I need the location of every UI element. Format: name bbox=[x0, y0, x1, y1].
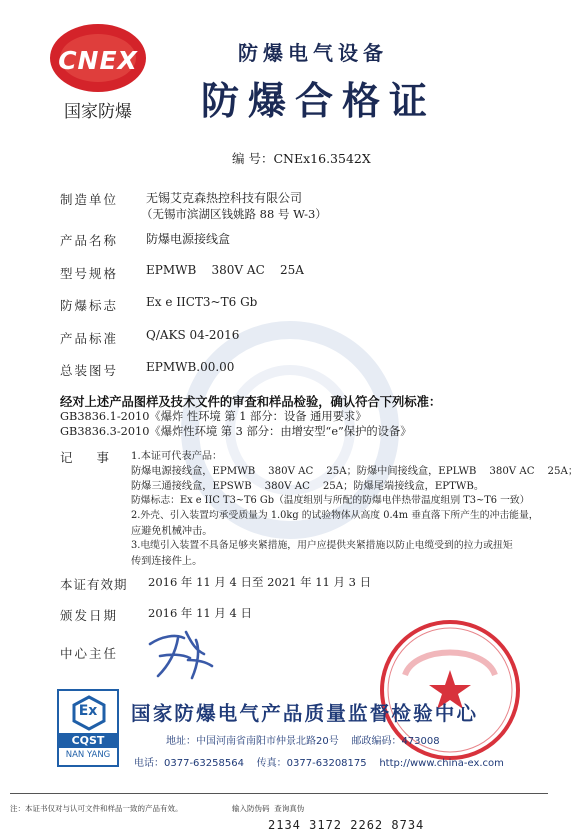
field-label-model: 型号规格 bbox=[60, 266, 119, 281]
field-label-drawing-no: 总装图号 bbox=[60, 363, 119, 378]
note-line: 防爆电源接线盒，EPMWB 380V AC 25A；防爆中间接线盒，EPLWB 380V AC 25A； bbox=[131, 466, 579, 477]
standard-line: GB3836.1-2010《爆炸 性环境 第 1 部分：设备 通用要求》 bbox=[60, 410, 367, 423]
field-value-product-name: 防爆电源接线盒 bbox=[146, 232, 231, 246]
cnex-logo bbox=[48, 22, 148, 122]
bottom-note: 注：本证书仅对与认可文件和样品一致的产品有效。 bbox=[10, 804, 183, 813]
field-value-drawing-no: EPMWB.00.00 bbox=[146, 360, 235, 374]
cert-number bbox=[232, 149, 371, 167]
footer-contact: 电话：0377-63258564 传真：0377-63208175 http://www.china-ex.com bbox=[134, 758, 504, 769]
note-line: 应避免机械冲击。 bbox=[131, 526, 213, 537]
certificate-title: 防爆合格证 bbox=[201, 79, 437, 123]
notes-label: 记 事 bbox=[60, 450, 119, 465]
badge-cqst: CQST bbox=[59, 733, 117, 748]
certificate-subtitle: 防爆电气设备 bbox=[238, 41, 388, 65]
field-label-standard: 产品标准 bbox=[60, 331, 119, 346]
field-label-product-name: 产品名称 bbox=[60, 233, 119, 248]
note-line: 传到连接件上。 bbox=[131, 556, 203, 567]
cqst-badge bbox=[57, 689, 119, 767]
director-label: 中心主任 bbox=[60, 646, 119, 661]
note-line: 3.电缆引入装置不具备足够夹紧措施，用户应提供夹紧措施以防止电缆受到的拉力或扭矩 bbox=[131, 540, 513, 551]
note-line: 1.本证可代表产品： bbox=[131, 451, 223, 462]
bottom-divider bbox=[10, 793, 548, 794]
issuing-organization: 国家防爆电气产品质量监督检验中心 bbox=[131, 702, 479, 725]
field-value-ex-marking: Ex e IICT3~T6 Gb bbox=[146, 295, 258, 309]
note-line: 2.外壳、引入装置均承受质量为 1.0kg 的试验物体从高度 0.4m 垂直落下所产生的冲击能量， bbox=[131, 510, 539, 521]
footer-address: 地址：中国河南省南阳市仲景北路20号 邮政编码：473008 bbox=[166, 736, 440, 747]
field-value-standard: Q/AKS 04-2016 bbox=[146, 328, 240, 342]
field-value-manufacturer-address: （无锡市滨湖区钱姚路 88 号 W-3） bbox=[141, 207, 327, 221]
anti-fake-code: 2134 3172 2262 8734 bbox=[268, 818, 425, 832]
statement-heading: 经对上述产品图样及技术文件的审查和样品检验，确认符合下列标准： bbox=[60, 395, 442, 409]
note-line: 防爆三通接线盒，EPSWB 380V AC 25A；防爆尾端接线盒，EPTWB。 bbox=[131, 481, 485, 492]
standard-line: GB3836.3-2010《爆炸性环境 第 3 部分：由增安型“e”保护的设备》 bbox=[60, 425, 412, 438]
field-label-ex-marking: 防爆标志 bbox=[60, 298, 119, 313]
field-label-manufacturer: 制造单位 bbox=[60, 192, 119, 207]
issue-date-label: 颁发日期 bbox=[60, 608, 119, 623]
cert-number-value: CNEx16.3542X bbox=[273, 151, 371, 166]
field-value-model: EPMWB 380V AC 25A bbox=[146, 263, 304, 277]
issue-date-value: 2016 年 11 月 4 日 bbox=[148, 606, 252, 620]
cert-number-label: 编 号： bbox=[232, 151, 274, 166]
badge-nanyang: NAN YANG bbox=[65, 750, 111, 760]
anti-fake-hint: 输入防伪码 查询真伪 bbox=[232, 804, 305, 813]
validity-label: 本证有效期 bbox=[60, 577, 128, 592]
director-signature bbox=[140, 620, 220, 686]
logo-org-short: 国家防爆 bbox=[64, 102, 132, 122]
logo-brand: CNEX bbox=[58, 46, 138, 75]
notes-block bbox=[131, 447, 578, 567]
badge-ex: Ex bbox=[78, 703, 98, 719]
validity-value: 2016 年 11 月 4 日至 2021 年 11 月 3 日 bbox=[148, 575, 372, 589]
field-value-manufacturer: 无锡艾克森热控科技有限公司 bbox=[146, 191, 303, 205]
note-line: 防爆标志：Ex e IIC T3~T6 Gb（温度组别与所配的防爆电伴热带温度组别 T3~T6 一致） bbox=[131, 495, 530, 506]
